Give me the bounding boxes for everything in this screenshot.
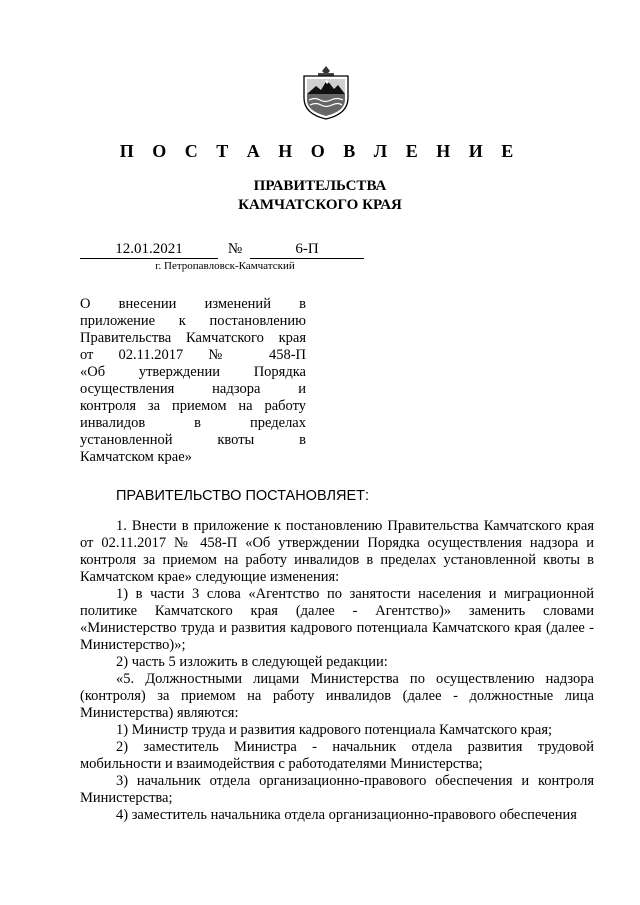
body-paragraph: 4) заместитель начальника отдела организационно-правового обеспечения — [116, 807, 577, 823]
body-paragraph: «5. Должностными лицами Министерства по осуществлению надзора (контроля) за приемом на работу инвалидов (далее - должностные лица Министерства) являются: — [80, 671, 594, 721]
subject-line: инвалидов в пределах — [80, 415, 306, 431]
subject-line: приложение к постановлению — [80, 313, 306, 329]
subject-line: «Об утверждении Порядка — [80, 364, 306, 380]
authority-line-2: КАМЧАТСКОГО КРАЯ — [238, 197, 402, 213]
body-paragraph: 2) заместитель Министра - начальник отдела развития трудовой мобильности и взаимодействия с работодателями Министерства; — [80, 739, 594, 772]
date-number-row — [80, 240, 370, 258]
subject-line: от 02.11.2017 № 458-П — [80, 347, 306, 363]
subject-line: контроля за приемом на работу — [80, 398, 306, 414]
body-paragraph: 1) Министр труда и развития кадрового потенциала Камчатского края; — [116, 722, 553, 738]
subject-line: О внесении изменений в — [80, 296, 306, 312]
body-paragraph: 1) в части 3 слова «Агентство по занятости населения и миграционной политике Камчатского края (далее - Агентство)» заменить словами «Министерство труда и развития кадрового потенциала Камчатского края (далее - Министерство)»; — [80, 586, 594, 653]
body-paragraph: 3) начальник отдела организационно-правового обеспечения и контроля Министерства; — [80, 773, 594, 806]
document-date: 12.01.2021 — [80, 240, 218, 259]
decree-phrase: ПРАВИТЕЛЬСТВО ПОСТАНОВЛЯЕТ: — [116, 488, 370, 504]
authority-line-1: ПРАВИТЕЛЬСТВА — [253, 178, 387, 194]
body-paragraph: 1. Внести в приложение к постановлению Правительства Камчатского края от 02.11.2017 № 458-П «Об утверждении Порядка осуществления надзора и контроля за приемом на работу инвалидов в пределах установленной квоты в Камчатском крае» следующие изменения: — [80, 518, 594, 585]
document-body — [80, 518, 594, 824]
issuing-authority — [0, 177, 640, 215]
document-city: г. Петропавловск-Камчатский — [155, 260, 295, 272]
subject-line: Камчатском крае» — [80, 449, 192, 465]
document-subject — [80, 296, 306, 466]
document-type-title: П О С Т А Н О В Л Е Н И Е — [119, 141, 521, 161]
number-sign: № — [227, 241, 243, 257]
subject-line: Правительства Камчатского края — [80, 330, 306, 346]
subject-line: осуществления надзора и — [80, 381, 306, 397]
kamchatka-coat-of-arms-icon — [301, 64, 351, 120]
document-number: 6-П — [250, 240, 364, 259]
body-paragraph: 2) часть 5 изложить в следующей редакции: — [116, 654, 388, 670]
subject-line: установленной квоты в — [80, 432, 306, 448]
